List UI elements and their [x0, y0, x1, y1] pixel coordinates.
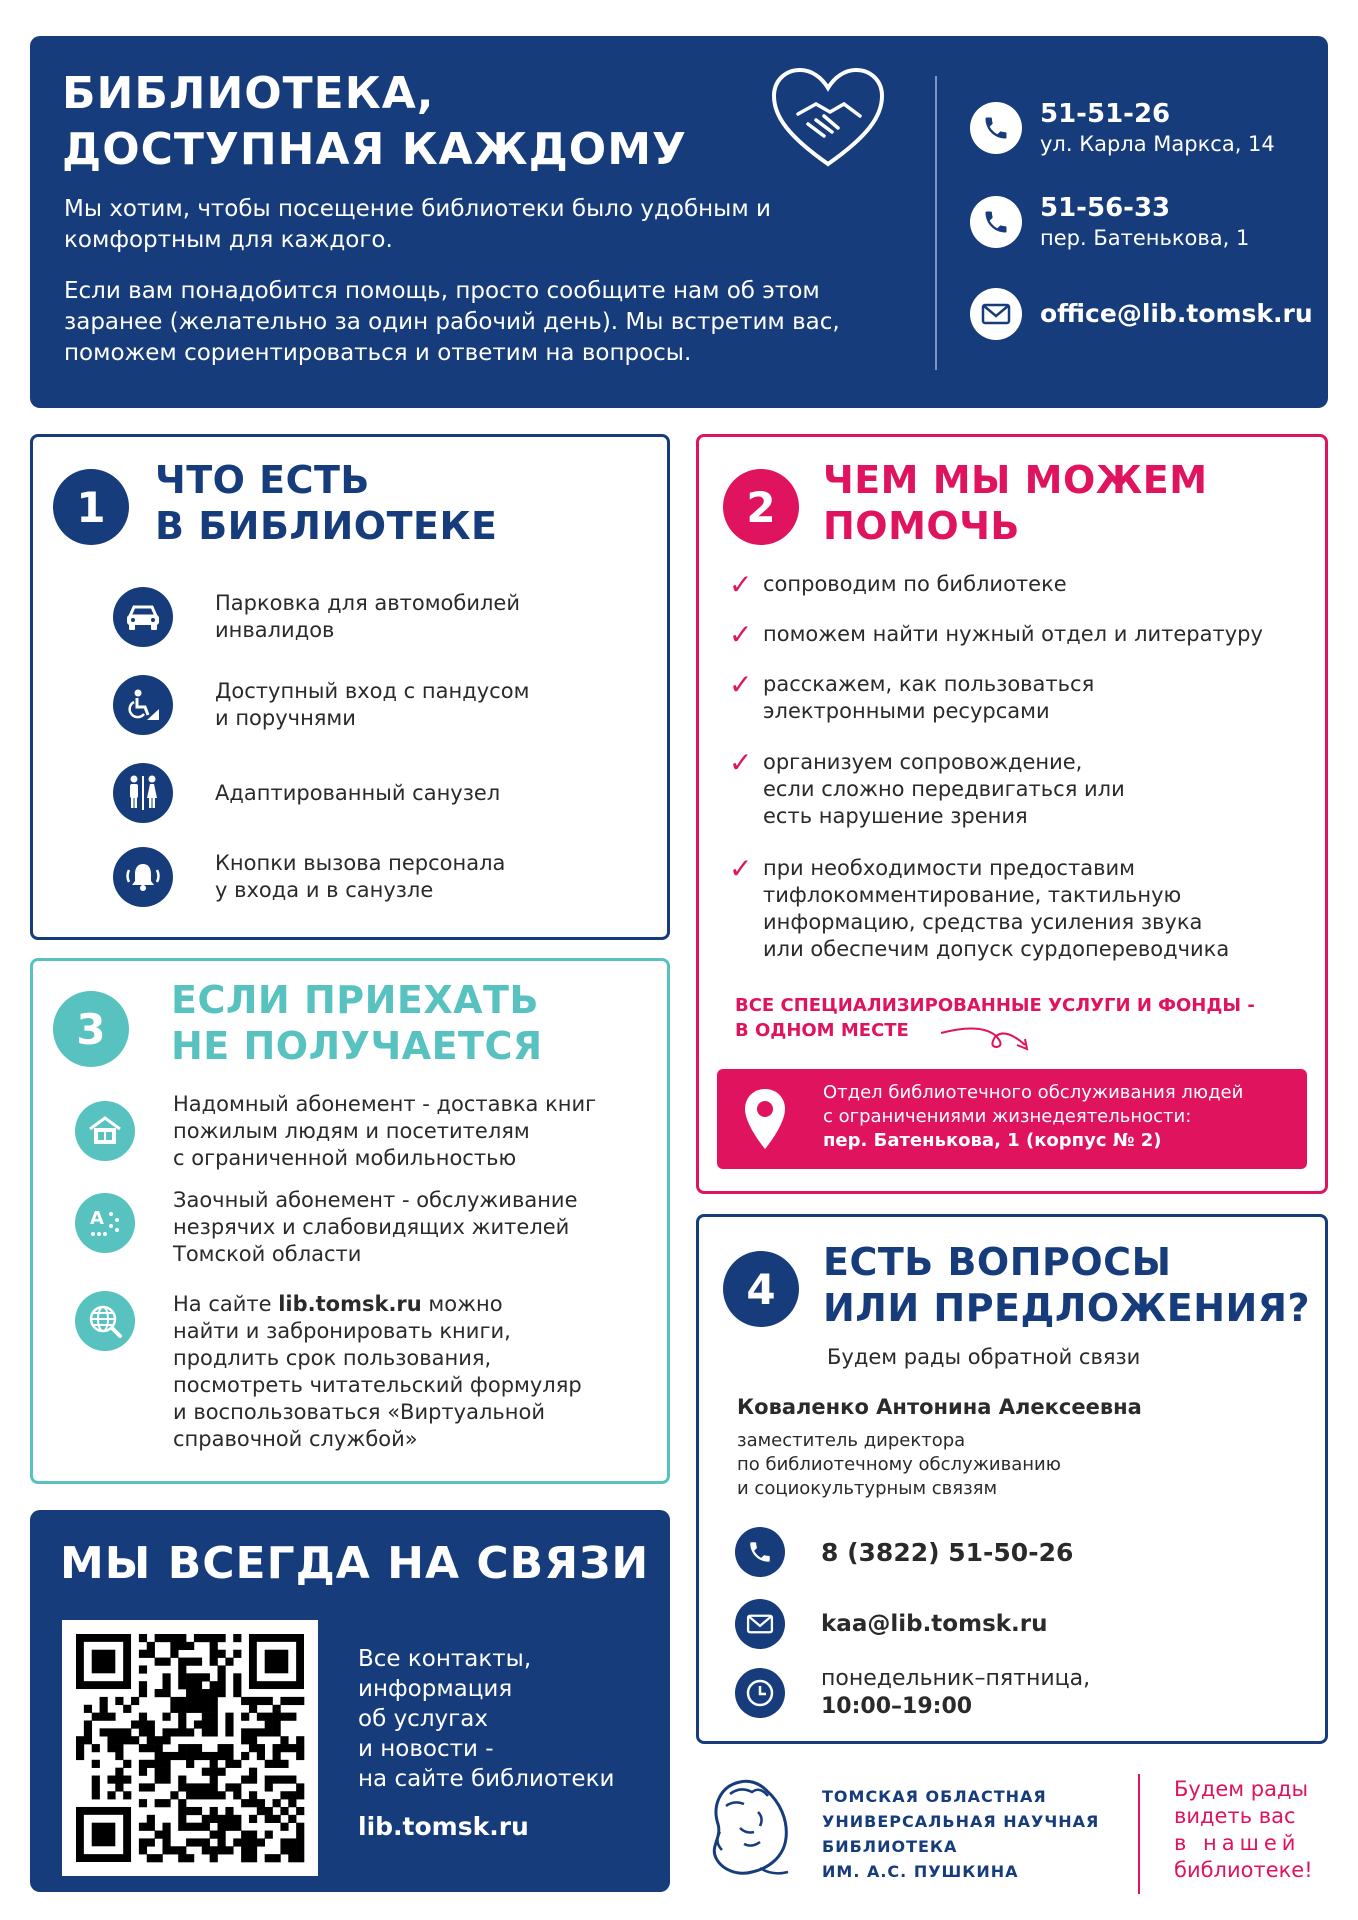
- contact-panel-line: информация: [358, 1676, 513, 1702]
- phone-number: 51-56-33: [1040, 193, 1171, 223]
- welcome-line: видеть вас: [1174, 1804, 1296, 1828]
- help-item: [729, 668, 1095, 725]
- hours-time: 10:00–19:00: [821, 1694, 973, 1719]
- email-link[interactable]: kaa@lib.tomsk.ru: [821, 1611, 1048, 1637]
- phone-number: 51-51-26: [1040, 99, 1171, 129]
- feedback-subtitle: Будем рады обратной связи: [827, 1345, 1141, 1369]
- clock-icon: [735, 1668, 785, 1718]
- library-name: [822, 1784, 1099, 1884]
- help-item: [729, 746, 1125, 830]
- library-name-line: ТОМСКАЯ ОБЛАСТНАЯ: [822, 1787, 1047, 1806]
- help-text: поможем найти нужный отдел и литературу: [763, 622, 1263, 646]
- location-text: с ограничениями жизнедеятельности:: [823, 1106, 1192, 1127]
- feature-restroom: [113, 763, 500, 823]
- remote-text: посмотреть читательский формуляр: [173, 1373, 582, 1397]
- section-number: 2: [723, 469, 799, 545]
- contact-panel-title: МЫ ВСЕГДА НА СВЯЗИ: [60, 1538, 650, 1589]
- help-text: электронными ресурсами: [763, 699, 1050, 723]
- help-text: или обеспечим допуск сурдопереводчика: [763, 937, 1230, 961]
- contact-email[interactable]: [970, 288, 1313, 340]
- location-address: пер. Батенькова, 1 (корпус № 2): [823, 1130, 1162, 1151]
- remote-text: с ограниченной мобильностью: [173, 1146, 517, 1170]
- contact-panel-line: и новости -: [358, 1736, 494, 1762]
- contact-person-role: [737, 1429, 1061, 1501]
- header-divider: [935, 76, 937, 370]
- curved-arrow-icon: [939, 1023, 1039, 1059]
- remote-text: Надомный абонемент - доставка книг: [173, 1092, 597, 1116]
- title-line: ИЛИ ПРЕДЛОЖЕНИЯ?: [823, 1286, 1311, 1330]
- help-item: [729, 852, 1230, 963]
- intro-help-text: Если вам понадобится помощь, просто сообщите нам об этом заранее (желательно за один рабочий день). Мы встретим вас, поможем сориентироваться и ответим на вопросы.: [64, 278, 840, 366]
- title-line: В БИБЛИОТЕКЕ: [155, 504, 498, 548]
- remote-text: найти и забронировать книги,: [173, 1319, 511, 1343]
- address: ул. Карла Маркса, 14: [1040, 132, 1275, 156]
- title-line: ЕСТЬ ВОПРОСЫ: [823, 1240, 1172, 1284]
- checkmark-icon: ✓: [729, 852, 753, 885]
- section-title: [823, 1239, 1310, 1331]
- braille-icon: [75, 1193, 135, 1253]
- remote-text: Томской области: [173, 1242, 362, 1266]
- checkmark-icon: ✓: [729, 568, 753, 601]
- contact-panel-line: об услугах: [358, 1706, 488, 1732]
- help-text: информацию, средства усиления звука: [763, 910, 1203, 934]
- title-line: ЕСЛИ ПРИЕХАТЬ: [171, 978, 539, 1022]
- remote-text: можно: [421, 1292, 503, 1316]
- help-text: если сложно передвигаться или: [763, 777, 1125, 801]
- remote-text: На сайте: [173, 1292, 279, 1316]
- library-name-line: УНИВЕРСАЛЬНАЯ НАУЧНАЯ: [822, 1812, 1100, 1831]
- location-text: Отдел библиотечного обслуживания людей: [823, 1082, 1244, 1103]
- feature-text: Парковка для автомобилей: [215, 591, 520, 615]
- help-text: тифлокомментирование, тактильную: [763, 883, 1182, 907]
- phone-icon: [735, 1527, 785, 1577]
- feedback-phone[interactable]: [735, 1527, 1073, 1577]
- role-line: заместитель директора: [737, 1430, 966, 1451]
- email-link[interactable]: office@lib.tomsk.ru: [1040, 299, 1313, 328]
- remote-item-website: [75, 1291, 582, 1453]
- feedback-hours: [735, 1665, 1090, 1721]
- remote-item-correspondence: [75, 1187, 578, 1268]
- section-library-features: [30, 434, 670, 940]
- pushkin-portrait-logo: [700, 1772, 810, 1884]
- phone-icon: [970, 102, 1022, 154]
- welcome-line: в нашей: [1174, 1831, 1301, 1855]
- feedback-email[interactable]: [735, 1599, 1048, 1649]
- feature-text: и поручнями: [215, 706, 356, 730]
- help-item: [729, 618, 1263, 651]
- title-line: ЧТО ЕСТЬ: [155, 458, 370, 502]
- envelope-icon: [735, 1599, 785, 1649]
- intro-text: Мы хотим, чтобы посещение библиотеки было удобным и комфортным для каждого.: [64, 196, 771, 253]
- page-title: [62, 66, 687, 178]
- contact-panel-line: Все контакты,: [358, 1646, 532, 1672]
- title-line: БИБЛИОТЕКА,: [62, 68, 435, 119]
- contact-panel-text: [358, 1644, 614, 1794]
- phone-icon: [970, 196, 1022, 248]
- welcome-text: [1174, 1776, 1314, 1884]
- section-title: [823, 457, 1208, 549]
- section-feedback: [696, 1214, 1328, 1744]
- feature-text: инвалидов: [215, 618, 335, 642]
- welcome-line: Будем рады: [1174, 1777, 1309, 1801]
- remote-text: пожилым людям и посетителям: [173, 1119, 530, 1143]
- library-name-line: БИБЛИОТЕКА: [822, 1837, 958, 1856]
- section-number: 3: [53, 991, 129, 1067]
- title-line: ПОМОЧЬ: [823, 504, 1020, 548]
- remote-text: справочной службой»: [173, 1427, 418, 1451]
- header-banner: [30, 36, 1328, 408]
- section-number: 4: [723, 1251, 799, 1327]
- checkmark-icon: ✓: [729, 746, 753, 779]
- section-remote-services: [30, 958, 670, 1484]
- checkmark-icon: ✓: [729, 668, 753, 701]
- section-title: [171, 977, 543, 1069]
- restroom-icon: [113, 763, 173, 823]
- phone-number: 8 (3822) 51-50-26: [821, 1537, 1074, 1567]
- remote-text: и воспользоваться «Виртуальной: [173, 1400, 545, 1424]
- envelope-icon: [970, 288, 1022, 340]
- section-number: 1: [53, 469, 129, 545]
- always-in-touch-panel: [30, 1510, 670, 1892]
- globe-search-icon: [75, 1291, 135, 1351]
- feature-parking: [113, 587, 520, 647]
- footer-divider: [1138, 1774, 1140, 1894]
- welcome-line: библиотеке!: [1174, 1858, 1313, 1882]
- title-line: НЕ ПОЛУЧАЕТСЯ: [171, 1024, 543, 1068]
- role-line: и социокультурным связям: [737, 1478, 998, 1499]
- hours-text: понедельник–пятница,: [821, 1666, 1091, 1691]
- help-text: расскажем, как пользоваться: [763, 672, 1095, 696]
- location-box: [717, 1069, 1307, 1169]
- contact-phone-2[interactable]: [970, 192, 1249, 252]
- remote-text: Заочный абонемент - обслуживание: [173, 1188, 578, 1212]
- bell-icon: [113, 847, 173, 907]
- qr-code[interactable]: [62, 1620, 318, 1876]
- home-book-icon: [75, 1101, 135, 1161]
- svg-text:A: A: [90, 1208, 104, 1229]
- help-item: [729, 568, 1067, 601]
- map-pin-icon: [743, 1087, 787, 1151]
- contact-panel-line: на сайте библиотеки: [358, 1766, 615, 1792]
- website-link[interactable]: lib.tomsk.ru: [278, 1292, 422, 1316]
- section-how-we-help: [696, 434, 1328, 1194]
- section-title: [155, 457, 498, 549]
- help-text: при необходимости предоставим: [763, 856, 1135, 880]
- library-name-line: ИМ. А.С. ПУШКИНА: [822, 1862, 1019, 1881]
- feature-text: Адаптированный санузел: [215, 780, 501, 805]
- help-text: организуем сопровождение,: [763, 750, 1083, 774]
- note-line: ВСЕ СПЕЦИАЛИЗИРОВАННЫЕ УСЛУГИ И ФОНДЫ -: [735, 995, 1255, 1016]
- car-icon: [113, 587, 173, 647]
- contact-phone-1[interactable]: [970, 98, 1275, 158]
- help-text: сопроводим по библиотеке: [763, 572, 1067, 596]
- qr-code-image: [62, 1620, 318, 1876]
- remote-text: незрячих и слабовидящих жителей: [173, 1215, 570, 1239]
- note-line: В ОДНОМ МЕСТЕ: [735, 1020, 909, 1041]
- feature-text: Доступный вход с пандусом: [215, 679, 530, 703]
- remote-text: продлить срок пользования,: [173, 1346, 492, 1370]
- feature-text: Кнопки вызова персонала: [215, 851, 506, 875]
- feature-text: у входа и в санузле: [215, 878, 434, 902]
- checkmark-icon: ✓: [729, 618, 753, 651]
- help-text: есть нарушение зрения: [763, 804, 1028, 828]
- address: пер. Батенькова, 1: [1040, 226, 1250, 250]
- wheelchair-ramp-icon: [113, 675, 173, 735]
- role-line: по библиотечному обслуживанию: [737, 1454, 1061, 1475]
- website-link[interactable]: lib.tomsk.ru: [358, 1812, 529, 1841]
- feature-call-button: [113, 847, 505, 907]
- remote-item-home: [75, 1091, 596, 1172]
- title-line: ДОСТУПНАЯ КАЖДОМУ: [62, 124, 687, 175]
- title-line: ЧЕМ МЫ МОЖЕМ: [823, 458, 1208, 502]
- contact-person-name: Коваленко Антонина Алексеевна: [737, 1395, 1142, 1419]
- heart-handshake-icon: [768, 64, 888, 172]
- feature-ramp: [113, 675, 529, 735]
